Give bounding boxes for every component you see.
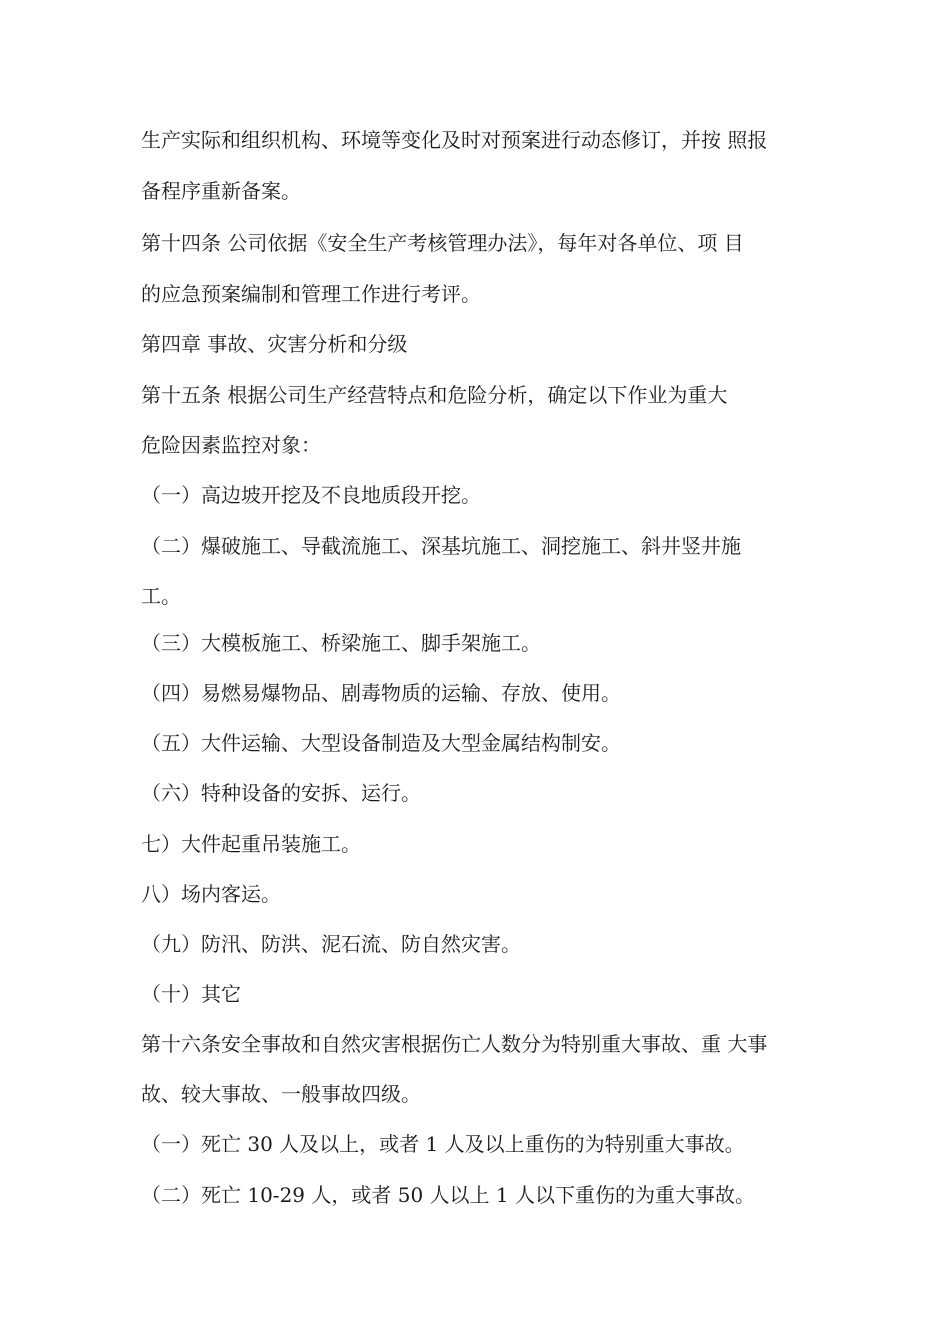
text-line: 的应急预案编制和管理工作进行考评。 (141, 282, 481, 306)
list-item: （一）高边坡开挖及不良地质段开挖。 (141, 483, 481, 507)
text-line: 备程序重新备案。 (141, 179, 301, 203)
text-line: 工。 (141, 584, 181, 608)
list-item: 七）大件起重吊装施工。 (141, 832, 361, 856)
text-line: 生产实际和组织机构、环境等变化及时对预案进行动态修订，并按 照报 (141, 128, 768, 152)
text-line: 危险因素监控对象： (141, 433, 321, 457)
list-item: （五）大件运输、大型设备制造及大型金属结构制安。 (141, 731, 621, 755)
text-line: 故、较大事故、一般事故四级。 (141, 1082, 421, 1106)
list-item: （十）其它 (141, 982, 241, 1006)
chapter-4-heading: 第四章 事故、灾害分析和分级 (141, 332, 408, 356)
list-item: （九）防汛、防洪、泥石流、防自然灾害。 (141, 932, 521, 956)
list-item: （二）死亡 10-29 人，或者 50 人以上 1 人以下重伤的为重大事故。 (141, 1183, 755, 1207)
list-item: （六）特种设备的安拆、运行。 (141, 781, 421, 805)
list-item: （一）死亡 30 人及以上，或者 1 人及以上重伤的为特别重大事故。 (141, 1132, 745, 1156)
list-item: 八）场内客运。 (141, 882, 281, 906)
clause-15-heading: 第十五条 根据公司生产经营特点和危险分析，确定以下作业为重大 (141, 383, 728, 407)
list-item: （三）大模板施工、桥梁施工、脚手架施工。 (141, 631, 541, 655)
clause-14-heading: 第十四条 公司依据《安全生产考核管理办法》，每年对各单位、项 目 (141, 231, 744, 255)
clause-16-heading: 第十六条安全事故和自然灾害根据伤亡人数分为特别重大事故、重 大事 (141, 1032, 768, 1056)
list-item: （二）爆破施工、导截流施工、深基坑施工、洞挖施工、斜井竖井施 (141, 534, 741, 558)
list-item: （四）易燃易爆物品、剧毒物质的运输、存放、使用。 (141, 681, 621, 705)
